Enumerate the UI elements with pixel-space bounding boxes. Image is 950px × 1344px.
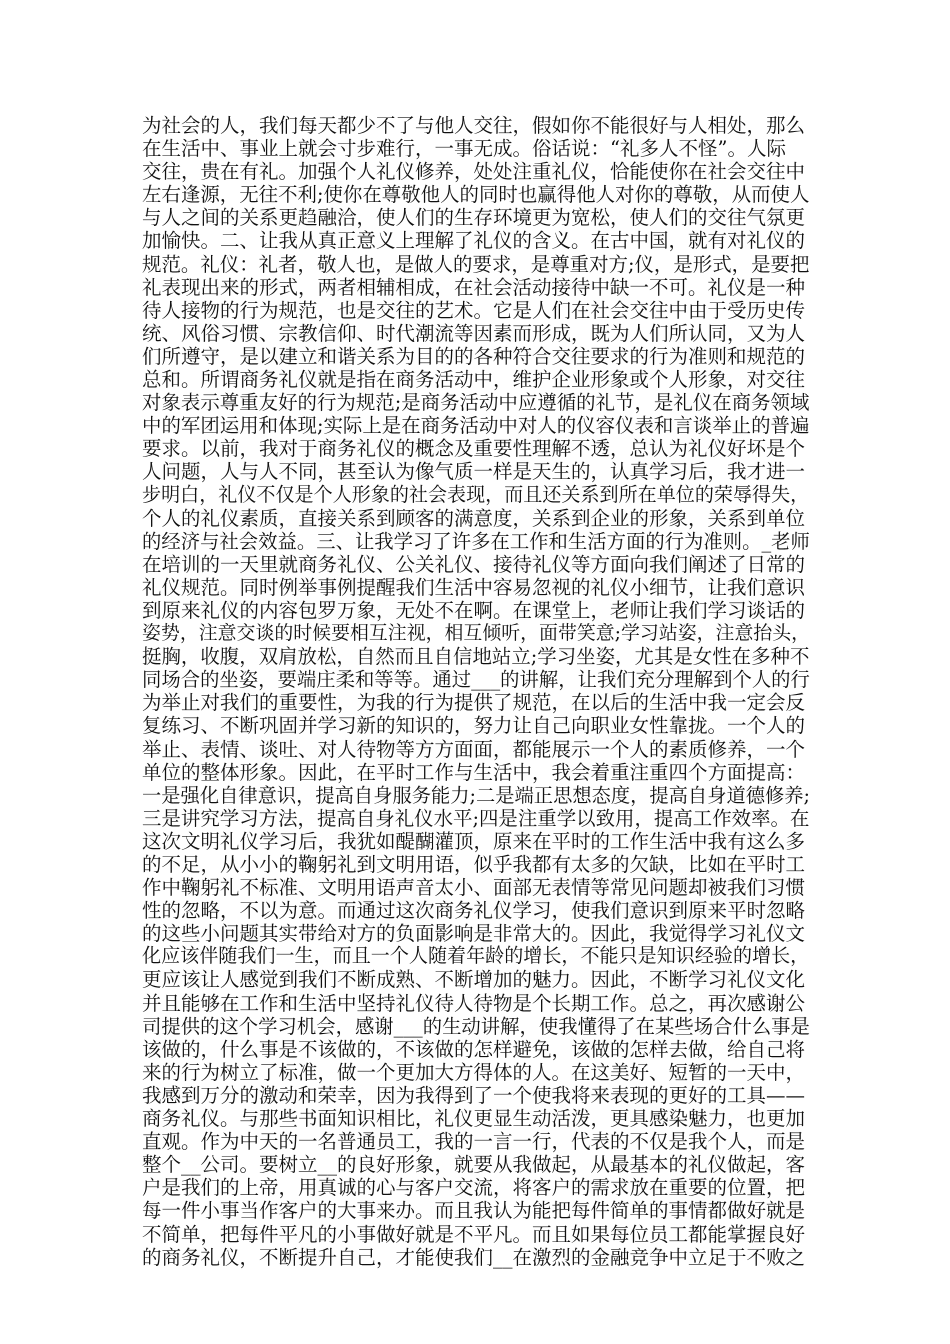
text-line: 到原来礼仪的内容包罗万象，无处不在啊。在课堂上，老师让我们学习谈话的	[142, 598, 806, 622]
text-line: 一是强化自律意识，提高自身服务能力;二是端正思想态度，提高自身道德修养;	[142, 783, 811, 807]
text-line: 司提供的这个学习机会，感谢___的生动讲解，使我懂得了在某些场合什么事是	[142, 1014, 810, 1038]
text-line: 统、风俗习惯、宗教信仰、时代潮流等因素而形成，既为人们所认同，又为人	[142, 321, 806, 345]
text-line: 在生活中、事业上就会寸步难行，一事无成。俗话说：“礼多人不怪”。人际	[142, 137, 786, 161]
text-line: 直观。作为中天的一名普通员工，我的一言一行，代表的不仅是我个人，而是	[142, 1130, 806, 1154]
text-line: 在培训的一天里就商务礼仪、公关礼仪、接待礼仪等方面向我们阐述了日常的	[142, 552, 806, 576]
text-line: 复练习、不断巩固并学习新的知识的，努力让自己向职业女性靠拢。一个人的	[142, 714, 806, 738]
text-line: 中的军团运用和体现;实际上是在商务活动中对人的仪容仪表和言谈举止的普遍	[142, 414, 810, 438]
text-line: 的不足，从小小的鞠躬礼到文明用语，似乎我都有太多的欠缺，比如在平时工	[142, 853, 806, 876]
text-line: 挺胸，收腹，双肩放松，自然而且自信地站立;学习坐姿，尤其是女性在多种不	[142, 645, 810, 669]
text-line: 为举止对我们的重要性，为我的行为提供了规范，在以后的生活中我一定会反	[142, 691, 806, 715]
text-line: 交往，贵在有礼。加强个人礼仪修养，处处注重礼仪，恰能使你在社会交往中	[142, 160, 806, 184]
text-line: 举止、表情、谈吐、对人待物等方方面面，都能展示一个人的素质修养，一个	[142, 737, 806, 761]
text-line: 要求。以前，我对于商务礼仪的概念及重要性理解不透，总认为礼仪好坏是个	[142, 437, 806, 461]
text-line: 该做的，什么事是不该做的，不该做的怎样避免，该做的怎样去做，给自己将	[142, 1037, 806, 1061]
text-line: 我感到万分的激动和荣幸，因为我得到了一个使我将来表现的更好的工具——	[142, 1083, 806, 1107]
text-line: 更应该让人感觉到我们不断成熟、不断增加的魅力。因此，不断学习礼仪文化	[142, 968, 806, 992]
text-line: 加愉快。二、让我从真正意义上理解了礼仪的含义。在古中国，就有对礼仪的	[142, 229, 806, 253]
text-line: 同场合的坐姿，要端庄柔和等等。通过___的讲解，让我们充分理解到个人的行	[142, 668, 810, 692]
text-line: 来的行为树立了标准，做一个更加大方得体的人。在这美好、短暂的一天中，	[142, 1060, 806, 1084]
body-text	[142, 114, 810, 1269]
text-line: 性的忽略，不以为意。而通过这次商务礼仪学习，使我们意识到原来平时忽略	[142, 899, 806, 923]
text-line: 商务礼仪。与那些书面知识相比，礼仪更显生动活泼，更具感染魅力，也更加	[142, 1107, 806, 1131]
text-line: 规范。礼仪：礼者，敬人也，是做人的要求，是尊重对方;仪，是形式，是要把	[142, 252, 810, 276]
text-line: 姿势，注意交谈的时候要相互注视，相互倾听，面带笑意;学习站姿，注意抬头，	[142, 622, 811, 645]
text-line: 们所遵守，是以建立和谐关系为目的的各种符合交往要求的行为准则和规范的	[142, 344, 806, 368]
text-line: 的经济与社会效益。三、让我学习了许多在工作和生活方面的行为准则。_老师	[142, 529, 810, 553]
text-line: 每一件小事当作客户的大事来办。而且我认为能把每件简单的事情都做好就是	[142, 1199, 806, 1223]
text-line: 户是我们的上帝，用真诚的心与客户交流，将客户的需求放在重要的位置，把	[142, 1176, 806, 1200]
text-line: 人问题，人与人不同，甚至认为像气质一样是天生的，认真学习后，我才进一	[142, 460, 806, 484]
text-line: 化应该伴随我们一生，而且一个人随着年龄的增长，不能只是知识经验的增长，	[142, 945, 810, 968]
text-line: 为社会的人，我们每天都少不了与他人交往，假如你不能很好与人相处，那么	[142, 114, 806, 137]
text-line: 步明白，礼仪不仅是个人形象的社会表现，而且还关系到所在单位的荣辱得失，	[142, 483, 810, 506]
text-line: 总和。所谓商务礼仪就是指在商务活动中，维护企业形象或个人形象，对交往	[142, 368, 806, 392]
text-line: 对象表示尊重友好的行为规范;是商务活动中应遵循的礼节，是礼仪在商务领域	[142, 391, 810, 415]
text-line: 这次文明礼仪学习后，我犹如醍醐灌顶，原来在平时的工作生活中我有这么多	[142, 829, 806, 853]
text-line: 个人的礼仪素质，直接关系到顾客的满意度，关系到企业的形象，关系到单位	[142, 506, 806, 530]
text-line: 待人接物的行为规范，也是交往的艺术。它是人们在社会交往中由于受历史传	[142, 298, 806, 322]
text-line: 三是讲究学习方法，提高自身礼仪水平;四是注重学以致用，提高工作效率。在	[142, 806, 810, 830]
text-line: 作中鞠躬礼不标准、文明用语声音太小、面部无表情等常见问题却被我们习惯	[142, 876, 806, 900]
text-line: 礼仪规范。同时例举事例提醒我们生活中容易忽视的礼仪小细节，让我们意识	[142, 575, 806, 599]
text-line: 与人之间的关系更趋融洽，使人们的生存环境更为宽松，使人们的交往气氛更	[142, 206, 806, 230]
text-line: 的这些小问题其实带给对方的负面影响是非常大的。因此，我觉得学习礼仪文	[142, 922, 806, 946]
text-line: 的商务礼仪，不断提升自己，才能使我们__在激烈的金融竞争中立足于不败之	[142, 1245, 806, 1269]
text-line: 左右逢源，无往不利;使你在尊敬他人的同时也赢得他人对你的尊敬，从而使人	[142, 183, 810, 207]
text-line: 单位的整体形象。因此，在平时工作与生活中，我会着重注重四个方面提高：	[142, 760, 806, 784]
text-line: 整个__公司。要树立__的良好形象，就要从我做起，从最基本的礼仪做起，客	[142, 1153, 806, 1177]
text-line: 并且能够在工作和生活中坚持礼仪待人待物是个长期工作。总之，再次感谢公	[142, 991, 806, 1015]
text-line: 礼表现出来的形式，两者相辅相成，在社会活动接待中缺一不可。礼仪是一种	[142, 275, 806, 299]
text-line: 不简单，把每件平凡的小事做好就是不平凡。而且如果每位员工都能掌握良好	[142, 1222, 806, 1246]
